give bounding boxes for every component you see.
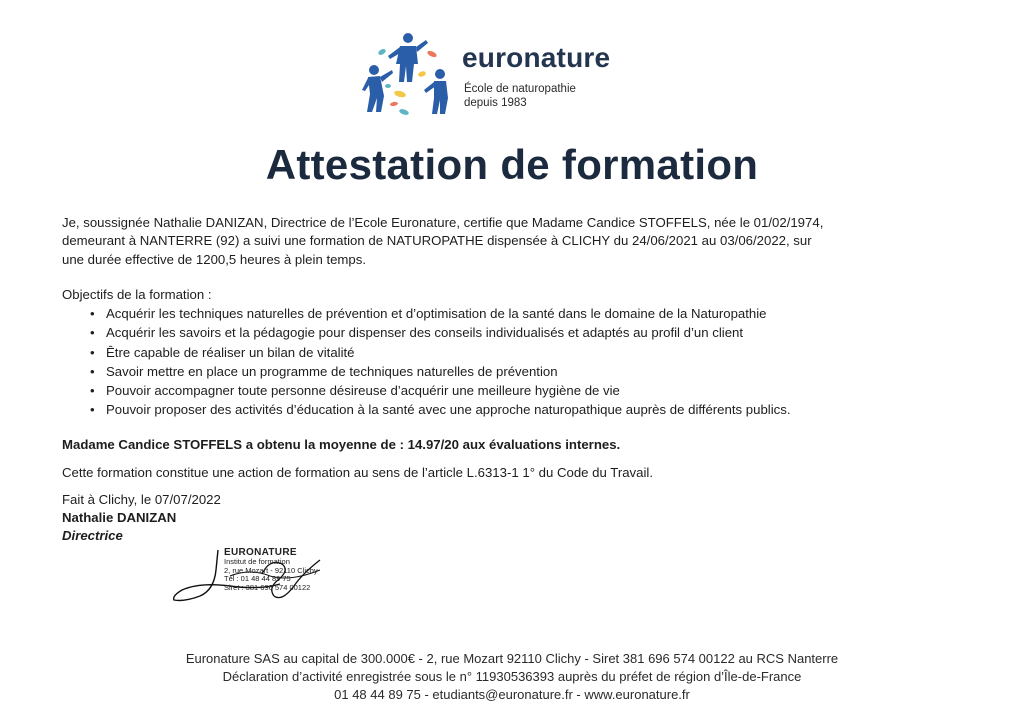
objectives-heading: Objectifs de la formation : xyxy=(62,287,212,302)
objective-text: Pouvoir accompagner toute personne désireuse d’acquérir une meilleure hygiène de vie xyxy=(106,383,620,399)
stamp-line-3: Tél : 01 48 44 89 75 xyxy=(224,574,291,584)
stamp-line-4: Siret : 381 696 574 00122 xyxy=(224,583,311,593)
bullet-icon: • xyxy=(90,363,95,379)
brand-tagline xyxy=(464,82,576,110)
objective-item xyxy=(88,400,968,419)
place-date: Fait à Clichy, le 07/07/2022 xyxy=(62,492,221,507)
objective-item xyxy=(88,362,968,381)
objective-item xyxy=(88,381,968,400)
objective-text: Savoir mettre en place un programme de techniques naturelles de prévention xyxy=(106,363,558,379)
objective-item xyxy=(88,304,968,323)
logo-figures-icon xyxy=(360,30,454,122)
objective-text: Être capable de réaliser un bilan de vitalité xyxy=(106,344,355,360)
stamp-text xyxy=(224,549,318,593)
tagline-line-1: École de naturopathie xyxy=(464,83,576,95)
intro-line-2: demeurant à NANTERRE (92) a suivi une formation de NATUROPATHE dispensée à CLICHY du 24/06/2021 au 03/06/2022, sur xyxy=(62,233,812,249)
intro-line-1: Je, soussignée Nathalie DANIZAN, Directrice de l’Ecole Euronature, certifie que Madame Candice STOFFELS, née le 01/02/1974, xyxy=(62,215,824,230)
objectives-list xyxy=(88,304,968,420)
signatory-name: Nathalie DANIZAN xyxy=(62,510,177,525)
signoff-block xyxy=(62,491,967,545)
objective-text: Acquérir les techniques naturelles de prévention et d’optimisation de la santé dans le domaine de la Naturopathie xyxy=(106,306,767,321)
legal-article-statement: Cette formation constitue une action de formation au sens de l’article L.6313-1 1° du Code du Travail. xyxy=(62,465,653,480)
bullet-icon: • xyxy=(90,306,95,321)
company-stamp xyxy=(170,546,340,608)
intro-line-3: une durée effective de 1200,5 heures à plein temps. xyxy=(62,251,367,267)
objective-text: Acquérir les savoirs et la pédagogie pour dispenser des conseils individualisés et adaptés au profil d’un client xyxy=(106,325,744,341)
stamp-line-1: Institut de formation xyxy=(224,556,290,566)
objective-item xyxy=(88,323,968,342)
footer-company-info: Euronature SAS au capital de 300.000€ - 2, rue Mozart 92110 Clichy - Siret 381 696 574 00122 au RCS Nanterre xyxy=(185,651,839,666)
footer-declaration: Déclaration d’activité enregistrée sous le n° 11930536393 auprès du préfet de région d’Île-de-France xyxy=(222,669,802,684)
footer-contact: 01 48 44 89 75 - etudiants@euronature.fr - www.euronature.fr xyxy=(334,687,690,702)
objective-item xyxy=(88,343,968,362)
objective-text: Pouvoir proposer des activités d’éducation à la santé avec une approche naturopathique auprès de différents publics. xyxy=(106,402,791,418)
grade-statement: Madame Candice STOFFELS a obtenu la moyenne de : 14.97/20 aux évaluations internes. xyxy=(62,437,621,452)
bullet-icon: • xyxy=(90,325,95,341)
stamp-title: EURONATURE xyxy=(224,547,297,558)
footer xyxy=(0,650,1024,704)
brand-name: euronature xyxy=(462,42,611,73)
bullet-icon: • xyxy=(90,344,95,360)
signatory-role: Directrice xyxy=(62,528,123,543)
euronature-logo xyxy=(360,30,660,122)
bullet-icon: • xyxy=(90,402,95,418)
stamp-line-2: 2, rue Mozart - 92110 Clichy xyxy=(224,565,318,575)
tagline-line-2: depuis 1983 xyxy=(464,97,527,109)
document-title: Attestation de formation xyxy=(265,141,759,188)
bullet-icon: • xyxy=(90,383,95,399)
intro-paragraph xyxy=(62,214,967,269)
